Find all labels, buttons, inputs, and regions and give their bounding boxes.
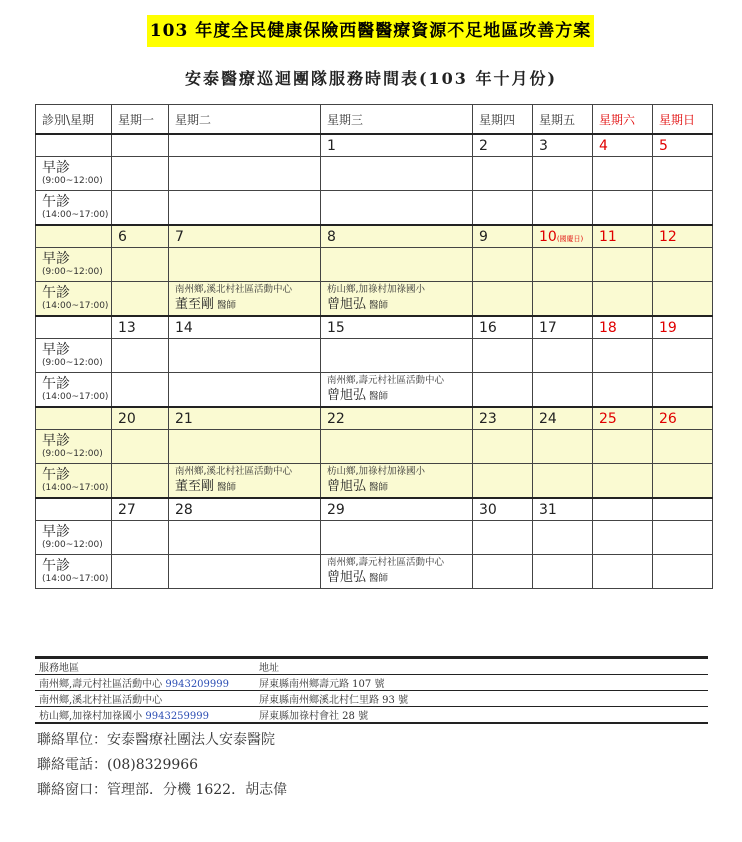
date-number: 16 [479, 319, 497, 336]
date-cell [112, 225, 169, 248]
schedule-cell [653, 282, 713, 317]
header-sat: 星期六 [593, 105, 653, 135]
clinic-location: 枋山鄉,加祿村加祿國小 [327, 466, 426, 477]
slot-name: 早診 [42, 251, 70, 267]
date-cell [473, 134, 533, 157]
date-number: 12 [659, 228, 677, 245]
slot-time: (14:00~17:00) [42, 483, 109, 493]
schedule-cell [112, 339, 169, 373]
header-tue: 星期二 [169, 105, 321, 135]
date-cell [593, 225, 653, 248]
slot-name: 早診 [42, 342, 70, 358]
date-number: 13 [118, 319, 136, 336]
afternoon-slot-label [36, 464, 112, 499]
schedule-cell [321, 555, 473, 589]
date-cell [169, 316, 321, 339]
schedule-cell [473, 521, 533, 555]
service-area-name: 南州鄉,溪北村社區活動中心 [39, 695, 163, 706]
date-row-label-cell [36, 407, 112, 430]
date-cell [169, 134, 321, 157]
slot-time: (9:00~12:00) [42, 267, 103, 277]
slot-time: (9:00~12:00) [42, 176, 103, 186]
week-date-row [36, 407, 713, 430]
doctor-name [175, 478, 320, 496]
doctor-name [327, 478, 472, 496]
date-number: 18 [599, 319, 617, 336]
schedule-cell [321, 521, 473, 555]
doctor-name-text: 董至剛 [175, 297, 215, 312]
doctor-title: 醫師 [369, 391, 389, 402]
schedule-cell [473, 373, 533, 408]
schedule-cell [533, 191, 593, 226]
service-header-row [35, 658, 708, 675]
schedule-cell [321, 282, 473, 317]
schedule-cell [321, 430, 473, 464]
date-number: 9 [479, 228, 488, 245]
service-address: 屏東縣南州鄉溪北村仁里路 93 號 [255, 691, 708, 707]
date-cell [321, 407, 473, 430]
date-cell [533, 134, 593, 157]
date-number: 6 [118, 228, 127, 245]
morning-slot-label [36, 430, 112, 464]
schedule-cell [169, 521, 321, 555]
date-row-label-cell [36, 498, 112, 521]
date-number: 4 [599, 137, 608, 154]
service-row [35, 707, 708, 724]
date-cell [593, 134, 653, 157]
date-cell [473, 498, 533, 521]
doctor-name [327, 296, 472, 314]
doctor-title: 醫師 [369, 300, 389, 311]
schedule-cell [593, 248, 653, 282]
schedule-cell [321, 191, 473, 226]
date-cell [533, 498, 593, 521]
schedule-cell [169, 248, 321, 282]
date-cell [112, 316, 169, 339]
slot-time: (14:00~17:00) [42, 392, 109, 402]
afternoon-row [36, 282, 713, 317]
date-number: 10 [539, 228, 557, 245]
date-cell [321, 498, 473, 521]
date-cell [593, 316, 653, 339]
schedule-cell [653, 555, 713, 589]
date-number: 26 [659, 410, 677, 427]
date-number: 27 [118, 501, 136, 518]
schedule-cell [593, 430, 653, 464]
date-cell [473, 225, 533, 248]
schedule-cell [473, 282, 533, 317]
schedule-cell [112, 282, 169, 317]
doctor-name-text: 曾旭弘 [327, 570, 367, 585]
doctor-name [327, 387, 472, 405]
schedule-cell [321, 248, 473, 282]
week-date-row [36, 316, 713, 339]
service-area [35, 675, 255, 691]
service-address: 屏東縣加祿村會社 28 號 [255, 707, 708, 724]
date-number: 21 [175, 410, 193, 427]
date-cell [473, 407, 533, 430]
clinic-location: 南州鄉,溪北村社區活動中心 [175, 284, 293, 295]
service-row [35, 675, 708, 691]
service-area [35, 691, 255, 707]
schedule-cell [321, 339, 473, 373]
date-cell [473, 316, 533, 339]
doctor-name [327, 569, 472, 587]
schedule-cell [321, 373, 473, 408]
slot-time: (9:00~12:00) [42, 540, 103, 550]
contact-phone: 聯絡電話：(08)8329966 [37, 757, 199, 773]
date-cell [653, 225, 713, 248]
schedule-cell [473, 464, 533, 499]
schedule-cell [593, 157, 653, 191]
afternoon-row [36, 464, 713, 499]
date-cell [321, 225, 473, 248]
afternoon-slot-label [36, 282, 112, 317]
service-location-table [35, 656, 708, 724]
schedule-cell [473, 191, 533, 226]
schedule-cell [653, 248, 713, 282]
date-cell [112, 134, 169, 157]
morning-row [36, 157, 713, 191]
morning-row [36, 430, 713, 464]
date-cell [653, 134, 713, 157]
schedule-cell [112, 373, 169, 408]
clinic-location: 南州鄉,溪北村社區活動中心 [175, 466, 293, 477]
slot-time: (14:00~17:00) [42, 301, 109, 311]
clinic-location: 南州鄉,壽元村社區活動中心 [327, 375, 445, 386]
page-title: 103 年度全民健康保險西醫醫療資源不足地區改善方案 [147, 15, 594, 47]
schedule-cell [321, 157, 473, 191]
header-wed: 星期三 [321, 105, 473, 135]
header-thu: 星期四 [473, 105, 533, 135]
schedule-cell [169, 430, 321, 464]
date-cell [169, 498, 321, 521]
schedule-cell [533, 339, 593, 373]
date-number: 20 [118, 410, 136, 427]
date-number: 19 [659, 319, 677, 336]
afternoon-row [36, 555, 713, 589]
schedule-cell [533, 464, 593, 499]
schedule-cell [169, 339, 321, 373]
afternoon-row [36, 191, 713, 226]
date-number: 29 [327, 501, 345, 518]
header-mon: 星期一 [112, 105, 169, 135]
clinic-location: 南州鄉,壽元村社區活動中心 [327, 557, 445, 568]
morning-row [36, 248, 713, 282]
schedule-cell [593, 339, 653, 373]
schedule-table [35, 104, 713, 589]
schedule-cell [593, 521, 653, 555]
date-number: 8 [327, 228, 336, 245]
doctor-name-text: 董至剛 [175, 479, 215, 494]
schedule-cell [169, 373, 321, 408]
schedule-cell [112, 248, 169, 282]
doctor-title: 醫師 [369, 573, 389, 584]
date-row-label-cell [36, 134, 112, 157]
schedule-cell [473, 248, 533, 282]
date-cell [653, 407, 713, 430]
date-cell [593, 498, 653, 521]
schedule-cell [169, 157, 321, 191]
schedule-cell [473, 157, 533, 191]
schedule-cell [653, 339, 713, 373]
slot-name: 午診 [42, 376, 70, 392]
service-phone: 9943259999 [145, 711, 209, 722]
morning-slot-label [36, 339, 112, 373]
clinic-location: 枋山鄉,加祿村加祿國小 [327, 284, 426, 295]
date-cell [593, 407, 653, 430]
date-number: 17 [539, 319, 557, 336]
holiday-tag: (國慶日) [556, 234, 584, 243]
date-cell [321, 316, 473, 339]
date-number: 25 [599, 410, 617, 427]
afternoon-slot-label [36, 555, 112, 589]
date-number: 22 [327, 410, 345, 427]
schedule-cell [533, 373, 593, 408]
schedule-cell [593, 464, 653, 499]
schedule-cell [533, 282, 593, 317]
schedule-cell [473, 339, 533, 373]
schedule-cell [593, 555, 653, 589]
schedule-cell [112, 521, 169, 555]
date-row-label-cell [36, 225, 112, 248]
date-cell [112, 407, 169, 430]
doctor-title: 醫師 [217, 300, 237, 311]
afternoon-row [36, 373, 713, 408]
doctor-name-text: 曾旭弘 [327, 297, 367, 312]
week-date-row [36, 498, 713, 521]
date-cell [533, 225, 593, 248]
date-number: 15 [327, 319, 345, 336]
schedule-cell [321, 464, 473, 499]
week-date-row [36, 225, 713, 248]
morning-row [36, 339, 713, 373]
schedule-cell [533, 157, 593, 191]
service-row [35, 691, 708, 707]
slot-name: 早診 [42, 160, 70, 176]
date-number: 3 [539, 137, 548, 154]
slot-time: (9:00~12:00) [42, 449, 103, 459]
date-number: 1 [327, 137, 336, 154]
schedule-cell [533, 430, 593, 464]
slot-name: 午診 [42, 467, 70, 483]
service-address-header: 地址 [255, 658, 708, 675]
schedule-cell [593, 373, 653, 408]
contact-window: 聯絡窗口：管理部．分機 1622．胡志偉 [37, 782, 288, 798]
schedule-cell [653, 191, 713, 226]
date-cell [112, 498, 169, 521]
schedule-cell [593, 282, 653, 317]
slot-name: 午診 [42, 285, 70, 301]
date-number: 30 [479, 501, 497, 518]
date-cell [321, 134, 473, 157]
schedule-cell [112, 430, 169, 464]
slot-time: (9:00~12:00) [42, 358, 103, 368]
morning-slot-label [36, 157, 112, 191]
afternoon-slot-label [36, 191, 112, 226]
afternoon-slot-label [36, 373, 112, 408]
date-number: 5 [659, 137, 668, 154]
date-cell [653, 498, 713, 521]
header-sun: 星期日 [653, 105, 713, 135]
schedule-cell [112, 157, 169, 191]
schedule-cell [169, 555, 321, 589]
schedule-cell [533, 248, 593, 282]
date-cell [533, 316, 593, 339]
page-subtitle: 安泰醫療巡迴團隊服務時間表(103 年十月份) [184, 69, 558, 88]
date-number: 23 [479, 410, 497, 427]
schedule-cell [653, 464, 713, 499]
date-number: 11 [599, 228, 617, 245]
service-area-header: 服務地區 [35, 658, 255, 675]
doctor-name-text: 曾旭弘 [327, 479, 367, 494]
schedule-cell [533, 555, 593, 589]
schedule-cell [112, 464, 169, 499]
doctor-title: 醫師 [369, 482, 389, 493]
service-area-name: 南州鄉,壽元村社區活動中心 [39, 679, 163, 690]
schedule-cell [653, 373, 713, 408]
date-number: 24 [539, 410, 557, 427]
corner-header: 診別\星期 [36, 105, 112, 135]
date-cell [653, 316, 713, 339]
header-row [36, 105, 713, 135]
schedule-cell [473, 430, 533, 464]
schedule-cell [473, 555, 533, 589]
date-cell [169, 407, 321, 430]
morning-slot-label [36, 521, 112, 555]
date-number: 2 [479, 137, 488, 154]
schedule-cell [653, 157, 713, 191]
date-number: 7 [175, 228, 184, 245]
date-cell [533, 407, 593, 430]
schedule-cell [169, 191, 321, 226]
schedule-cell [593, 191, 653, 226]
doctor-title: 醫師 [217, 482, 237, 493]
date-number: 28 [175, 501, 193, 518]
schedule-cell [169, 464, 321, 499]
date-cell [169, 225, 321, 248]
service-address: 屏東縣南州鄉壽元路 107 號 [255, 675, 708, 691]
morning-slot-label [36, 248, 112, 282]
slot-name: 午診 [42, 558, 70, 574]
doctor-name-text: 曾旭弘 [327, 388, 367, 403]
date-row-label-cell [36, 316, 112, 339]
schedule-cell [653, 521, 713, 555]
slot-name: 午診 [42, 194, 70, 210]
service-area-name: 枋山鄉,加祿村加祿國小 [39, 711, 143, 722]
slot-time: (14:00~17:00) [42, 210, 109, 220]
doctor-name [175, 296, 320, 314]
date-number: 31 [539, 501, 557, 518]
contact-unit: 聯絡單位：安泰醫療社團法人安泰醫院 [37, 732, 275, 748]
schedule-cell [112, 555, 169, 589]
slot-name: 早診 [42, 524, 70, 540]
service-area [35, 707, 255, 724]
schedule-cell [653, 430, 713, 464]
schedule-cell [533, 521, 593, 555]
service-phone: 9943209999 [165, 679, 229, 690]
slot-name: 早診 [42, 433, 70, 449]
schedule-cell [169, 282, 321, 317]
header-fri: 星期五 [533, 105, 593, 135]
schedule-cell [112, 191, 169, 226]
date-number: 14 [175, 319, 193, 336]
slot-time: (14:00~17:00) [42, 574, 109, 584]
morning-row [36, 521, 713, 555]
week-date-row [36, 134, 713, 157]
